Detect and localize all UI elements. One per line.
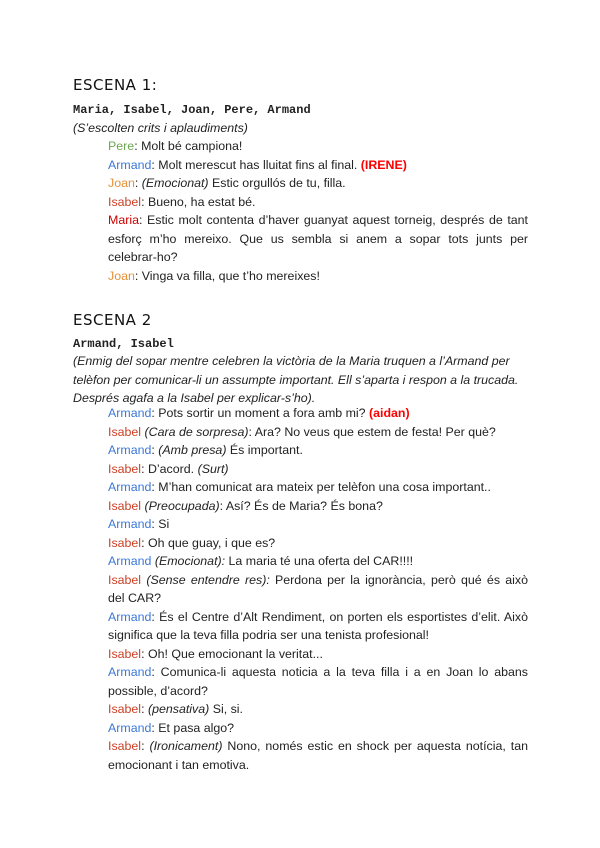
stage-direction: (pensativa): [147, 702, 210, 716]
scene-1-stage-direction: (S’escolten crits i aplaudiments): [73, 121, 248, 135]
dialogue-line: [108, 211, 528, 267]
speaker-separator: :: [151, 443, 159, 457]
line-text: Perdona per la ignorància, però qué és això del CAR?: [108, 572, 528, 605]
stage-direction: (Emocionat):: [154, 554, 226, 568]
speaker-separator: :: [134, 268, 142, 283]
speaker-name: Pere: [108, 139, 135, 153]
line-text: D’acord.: [147, 461, 198, 476]
speaker-name: Isabel: [108, 535, 142, 550]
note-tag: (IRENE): [360, 157, 407, 172]
scene-2-stage-direction: (Enmig del sopar mentre celebren la victòria de la Maria truquen a l’Armand per telèfon per comunicar-li un assumpte important. Ell s’aparta i respon a la trucada. Després agafa a la Isabel per explicar-s’ho).: [73, 354, 519, 405]
line-text: Nono, només estic en shock per aquesta notícia, tan emocionant i tan emotiva.: [108, 739, 528, 772]
line-text: M’han comunicat ara mateix per telèfon una cosa important..: [158, 480, 491, 494]
line-text: La maria té una oferta del CAR!!!!: [225, 554, 414, 568]
line-text: Así? És de Maria? És bona?: [225, 498, 383, 513]
speaker-name: Joan: [108, 268, 135, 283]
line-text: Molt bé campiona!: [141, 139, 243, 153]
speaker-separator: :: [151, 157, 159, 172]
speaker-separator: :: [134, 139, 142, 153]
line-text: És important.: [226, 443, 303, 457]
speaker-name: Armand: [108, 665, 152, 679]
line-text: Ara? No veus que estem de festa! Per què?: [254, 424, 496, 439]
speaker-separator: :: [141, 702, 148, 716]
scene-2-title: ESCENA 2: [73, 311, 152, 329]
dialogue-line: [108, 700, 528, 719]
line-text: Pots sortir un moment a fora amb mi?: [158, 406, 370, 420]
note-tag: (aidan): [369, 406, 410, 420]
dialogue-line: [108, 404, 528, 423]
dialogue-line: [108, 719, 528, 738]
dialogue-line: [108, 663, 528, 700]
scene-2-dialogue: [108, 404, 528, 774]
stage-direction: (Ironicament): [149, 739, 223, 753]
speaker-name: Armand: [108, 720, 152, 735]
stage-direction: (Surt): [197, 461, 229, 476]
speaker-separator: :: [134, 176, 142, 190]
speaker-name: Isabel: [108, 572, 142, 587]
scene-1-title: ESCENA 1:: [73, 76, 158, 94]
dialogue-line: [108, 478, 528, 497]
line-text: Si, si.: [209, 702, 244, 716]
line-text: Comunica-li aquesta noticia a la teva filla i a en Joan lo abans possible, d’acord?: [108, 665, 528, 698]
speaker-name: Isabel: [108, 498, 142, 513]
dialogue-line: [108, 737, 528, 774]
dialogue-line: [108, 460, 528, 479]
dialogue-line: [108, 497, 528, 516]
dialogue-line: [108, 645, 528, 664]
dialogue-line: [108, 534, 528, 553]
speaker-separator: :: [138, 213, 148, 227]
dialogue-line: [108, 441, 528, 460]
speaker-separator: :: [151, 720, 159, 735]
dialogue-line: [108, 423, 528, 442]
speaker-separator: :: [248, 424, 255, 439]
speaker-separator: :: [141, 461, 148, 476]
line-text: Vinga va filla, que t’ho mereixes!: [141, 268, 320, 283]
dialogue-line: [108, 571, 528, 608]
speaker-name: Isabel: [108, 194, 142, 209]
line-text: Et pasa algo?: [158, 720, 235, 735]
stage-direction: (Cara de sorpresa): [144, 424, 249, 439]
line-text: Estic orgullós de tu, filla.: [208, 176, 346, 190]
line-text: Oh! Que emocionant la veritat...: [147, 646, 323, 661]
speaker-name: Isabel: [108, 646, 142, 661]
dialogue-line: [108, 608, 528, 645]
line-text: Si: [158, 517, 170, 531]
speaker-separator: :: [151, 517, 159, 531]
speaker-name: Maria: [108, 213, 139, 227]
speaker-name: Joan: [108, 176, 135, 190]
scene-2-cast: Armand, Isabel: [73, 337, 174, 351]
speaker-name: Isabel: [108, 461, 142, 476]
stage-direction: (Preocupada): [144, 498, 220, 513]
speaker-separator: :: [141, 646, 148, 661]
speaker-name: Isabel: [108, 424, 142, 439]
line-text: Bueno, ha estat bé.: [147, 194, 256, 209]
dialogue-line: [108, 174, 528, 193]
stage-direction: (Emocionat): [141, 176, 209, 190]
speaker-separator: :: [151, 406, 159, 420]
dialogue-line: [108, 267, 528, 286]
speaker-name: Armand: [108, 609, 152, 624]
scene-1-dialogue: [108, 137, 528, 285]
speaker-separator: :: [151, 665, 161, 679]
speaker-name: Isabel: [108, 702, 142, 716]
dialogue-line: [108, 552, 528, 571]
speaker-separator: :: [141, 535, 148, 550]
speaker-separator: :: [141, 739, 150, 753]
speaker-separator: :: [219, 498, 226, 513]
speaker-separator: :: [151, 609, 160, 624]
speaker-name: Armand: [108, 480, 152, 494]
speaker-separator: :: [141, 194, 148, 209]
speaker-name: Armand: [108, 443, 152, 457]
speaker-name: Armand: [108, 517, 152, 531]
line-text: Molt merescut has lluitat fins al final.: [158, 157, 361, 172]
dialogue-line: [108, 137, 528, 156]
speaker-name: Isabel: [108, 739, 142, 753]
speaker-name: Armand: [108, 406, 152, 420]
stage-direction: (Sense entendre res):: [146, 572, 270, 587]
speaker-separator: :: [151, 480, 159, 494]
stage-direction: (Amb presa): [158, 443, 227, 457]
line-text: És el Centre d’Alt Rendiment, on porten els esportistes d’elit. Això significa que la teva filla podria ser una tenista profesional!: [108, 609, 529, 642]
dialogue-line: [108, 515, 528, 534]
line-text: Estic molt contenta d’haver guanyat aquest torneig, després de tant esforç m’ho mereixo. Que us sembla si anem a sopar tots junts per celebrar-ho?: [108, 213, 528, 264]
speaker-name: Armand: [108, 157, 152, 172]
scene-1-cast: Maria, Isabel, Joan, Pere, Armand: [73, 103, 311, 117]
speaker-name: Armand: [108, 554, 152, 568]
line-text: Oh que guay, i que es?: [147, 535, 276, 550]
dialogue-line: [108, 156, 528, 175]
dialogue-line: [108, 193, 528, 212]
